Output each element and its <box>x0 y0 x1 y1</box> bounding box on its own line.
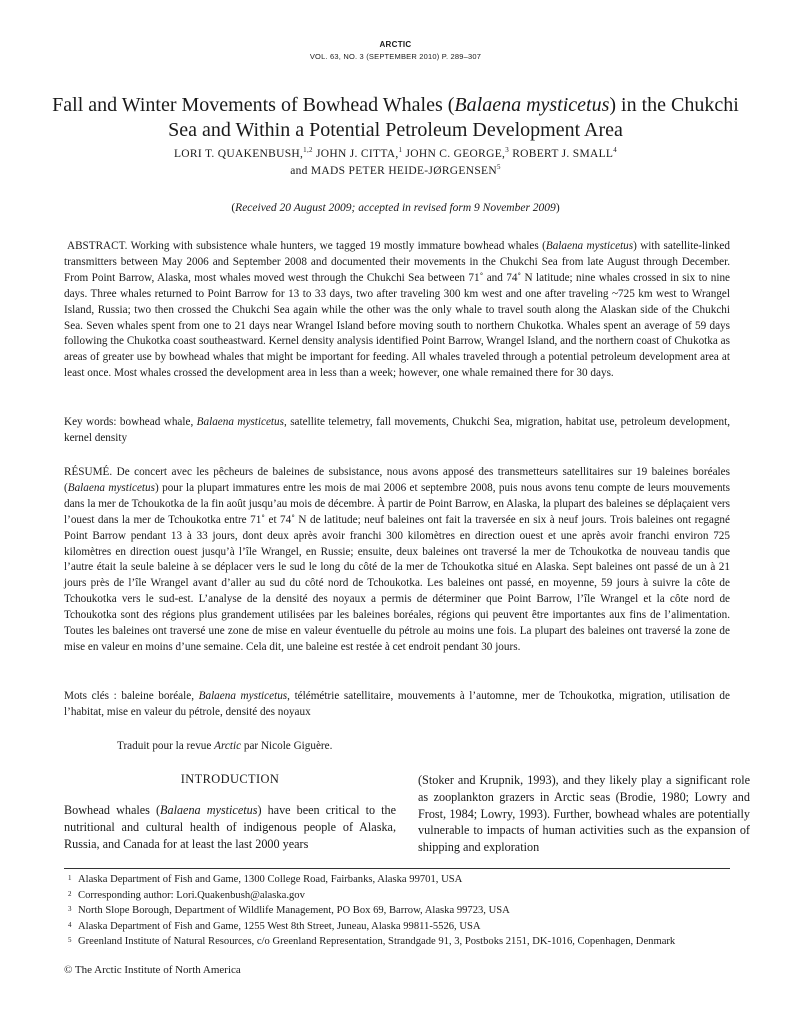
author-name: and MADS PETER HEIDE-JØRGENSEN <box>290 165 497 177</box>
footnote-number: 3 <box>68 905 72 913</box>
resume-label: RÉSUMÉ. <box>64 466 113 478</box>
received-dates: (Received 20 August 2009; accepted in revised form 9 November 2009) <box>231 202 560 214</box>
author-name: LORI T. QUAKENBUSH, <box>173 148 304 160</box>
resume: RÉSUMÉ. De concert avec les pêcheurs de baleines de subsistance, nous avons apposé des transmetteurs satellitaires sur 19 baleines boréales (Balaena mysticetus) pour la plupart immatures entre les mois de mai 2006 et septembre 2008, puis nous avons tenu compte de leurs mouvements dans la mer de Tchoukotka de la fin août jusqu’au mois de décembre. À partir de Point Barrow, en Alaska, la plupart des baleines se déplaçaient vers l’ouest dans la mer de Tchoukotka entre 71˚ et 74˚ N de latitude; neuf baleines ont fait la traversée en six à neuf jours. Trois baleines ont regagné Point Barrow pendant 13 à 33 jours, dont deux après avoir franchi 300 kilomètres en direction ouest et une après avoir franchi environ 725 kilomètres en direction ouest jusqu’à l’île Wrangel, en Russie; ensuite, deux baleines ont traversé la mer de Tchoukotka de nouveau tandis que l’autre était la seule baleine à se déplacer vers le sud le long du côté de la mer de Tchoukotka situé en Alaska. Sept baleines ont passé de un à 21 jours près de l’île Wrangel avant d’aller au sud du côté nord de Tchoukotka. Les baleines ont passé, en moyenne, 59 jours à suivre la côte de Tchoukotka vers le sud-est. L’analyse de la densité des noyaux a permis de déterminer que Point Barrow, l’île Wrangel et la côte nord de Tchoukotka sont des régions plus grandement utilisées par les baleines boréales, régions qui peuvent être importantes aux fins de l’alimentation. Toutes les baleines ont traversé une zone de mise en valeur éventuelle du pétrole au moins une fois. La plupart des baleines ont traversé la zone de mise en valeur en moins d’une semaine. Cela dit, une baleine est restée à cet endroit pendant 30 jours. <box>64 466 731 653</box>
author-affiliation-mark: 1 <box>398 146 403 155</box>
author-name: JOHN J. CITTA, <box>312 148 399 160</box>
footnote <box>64 903 730 919</box>
abstract: ABSTRACT. Working with subsistence whale hunters, we tagged 19 mostly immature bowhead whales (Balaena mysticetus) with satellite-linked transmitters between May 2006 and September 2008 and documented their movements in the Chukchi Sea from late August through December. From Point Barrow, Alaska, most whales moved west through the Chukchi Sea between 71˚ and 74˚ N latitude; nine whales crossed in six to nine days. Three whales returned to Point Barrow for 13 to 33 days, two after traveling 300 km west and one after traveling ~725 km west to Wrangel Island, Russia; two then crossed the Chukchi Sea again while the other was the only whale to travel south along the Alaskan side of the Chukchi Sea. Seven whales spent from one to 21 days near Wrangel Island before moving south to northern Chukotka. Whales spent an average of 59 days following the Chukotka coast southeastward. Kernel density analysis identified Point Barrow, Wrangel Island, and the northern coast of Chukotka as areas of greater use by bowhead whales that might be important for feeding. All whales traveled through a potential petroleum development area at least once. Most whales crossed the development area in less than a week; however, one whale remained there for 30 days. <box>64 240 730 380</box>
mots-cles: Mots clés : baleine boréale, Balaena mysticetus, télémétrie satellitaire, mouvements à l’automne, mer de Tchoukotka, migration, utilisation de l’habitat, mise en valeur du pétrole, densité des noyaux <box>64 690 730 718</box>
author-affiliation-mark: 3 <box>505 146 510 155</box>
copyright-notice: © The Arctic Institute of North America <box>64 964 241 976</box>
footnote-text: Greenland Institute of Natural Resources, c/o Greenland Representation, Strandgade 91, 3, Postboks 2151, DK-1016, Copenhagen, Denmark <box>78 936 676 947</box>
author-name: ROBERT J. SMALL <box>509 148 614 160</box>
author-list-continued <box>40 165 751 177</box>
footnote-text: Corresponding author: Lori.Quakenbush@alaska.gov <box>78 889 305 901</box>
mots-cles-label: Mots clés : <box>64 690 117 702</box>
journal-volume-info: VOL. 63, NO. 3 (SEPTEMBER 2010) P. 289–307 <box>309 52 482 61</box>
footnote-text: Alaska Department of Fish and Game, 1255 West 8th Street, Juneau, Alaska 99811-5526, USA <box>78 920 481 932</box>
footnote-number: 1 <box>68 874 72 882</box>
footnote-text: Alaska Department of Fish and Game, 1300 College Road, Fairbanks, Alaska 99701, USA <box>78 874 463 885</box>
title-species-name: Balaena mysticetus <box>454 94 610 116</box>
introduction-right-column: (Stoker and Krupnik, 1993), and they likely play a significant role as zooplankton grazers in Arctic seas (Brodie, 1980; Lowry and Frost, 1984; Lowry, 1993). Further, bowhead whales are potentially vulnerable to impacts of human activities such as the expansion of shipping and exploration <box>418 773 750 855</box>
translator-credit: Traduit pour la revue Arctic par Nicole Giguère. <box>117 740 333 752</box>
abstract-label: ABSTRACT. <box>67 240 128 252</box>
footnotes <box>64 872 730 950</box>
article-title: Fall and Winter Movements of Bowhead Whales (Balaena mysticetus) in the Chukchi Sea and Within a Potential Petroleum Development Area <box>52 94 739 141</box>
footnote <box>64 872 730 888</box>
footnote-divider <box>64 868 730 869</box>
footnote-text: North Slope Borough, Department of Wildlife Management, PO Box 69, Barrow, Alaska 99723, USA <box>78 905 510 916</box>
keywords: Key words: bowhead whale, Balaena mysticetus, satellite telemetry, fall movements, Chukchi Sea, migration, habitat use, petroleum development, kernel density <box>64 416 731 444</box>
footnote-number: 4 <box>68 920 72 929</box>
footnote-number: 5 <box>68 936 72 944</box>
journal-name: ARCTIC <box>379 40 412 49</box>
footnote <box>64 934 730 950</box>
introduction-heading: INTRODUCTION <box>180 772 280 786</box>
author-affiliation-mark: 4 <box>613 146 618 155</box>
author-name: JOHN C. GEORGE, <box>402 148 506 160</box>
footnote-number: 2 <box>68 889 72 898</box>
author-list <box>40 148 751 160</box>
footnote <box>64 888 730 904</box>
keywords-label: Key words: <box>64 416 117 428</box>
introduction-left-column: Bowhead whales (Balaena mysticetus) have been critical to the nutritional and cultural health of indigenous people of Alaska, Russia, and Canada for at least the last 2000 years <box>64 803 396 851</box>
author-affiliation-mark: 5 <box>496 163 501 172</box>
author-affiliation-mark: 1,2 <box>303 146 313 155</box>
footnote <box>64 919 730 935</box>
